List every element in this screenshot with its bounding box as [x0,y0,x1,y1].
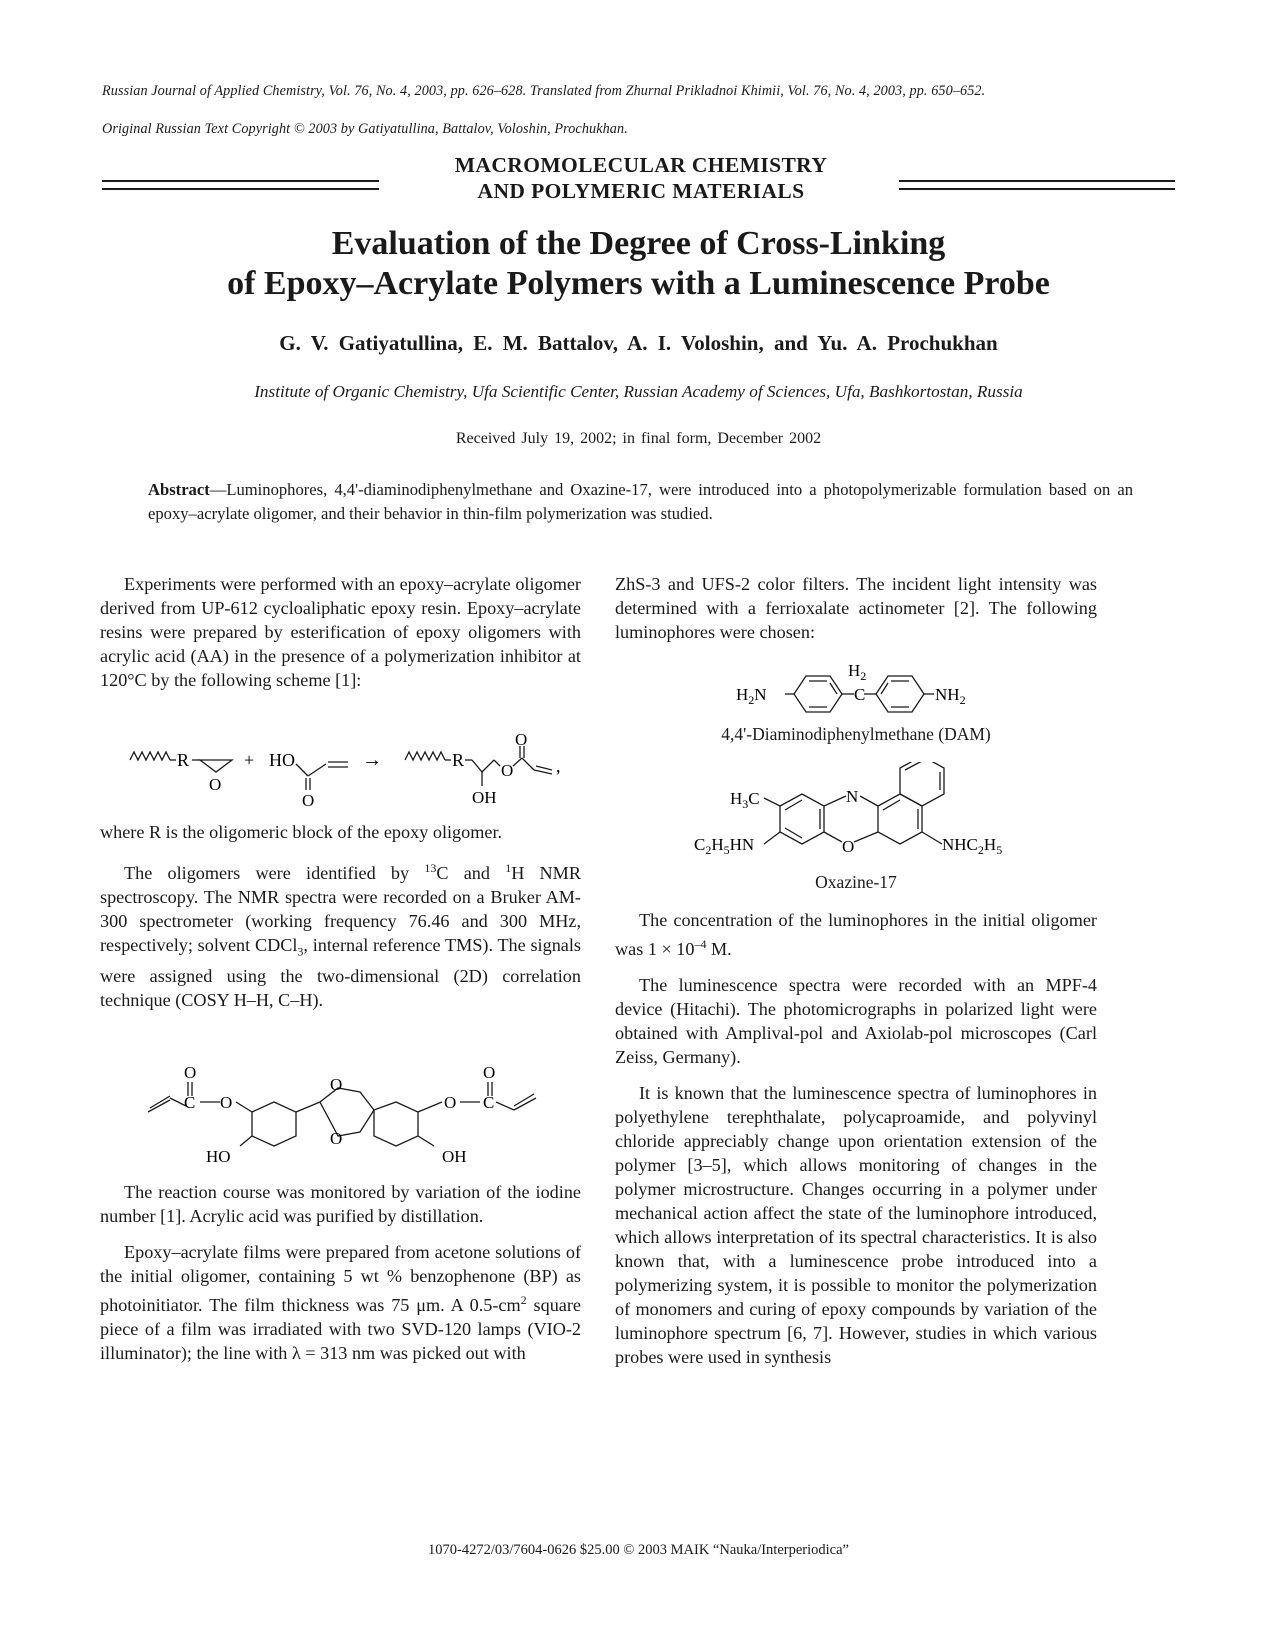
copyright-line: Original Russian Text Copyright © 2003 by Gatiyatullina, Battalov, Voloshin, Prochukhan. [102,121,628,137]
scheme-comma: , [556,756,561,776]
methylene-carbon: C [854,685,866,704]
article-title-line-1: Evaluation of the Degree of Cross-Linking [331,225,946,262]
r-group-left: R [177,750,190,770]
ring-oxygen-top: O [330,1075,343,1094]
acid-carbonyl-oxygen: O [302,791,315,808]
oxazine-caption: Oxazine-17 [815,872,897,892]
oligomer-structure [140,1058,560,1173]
dioxane-ring [320,1088,374,1136]
hydroxyl-right: OH [442,1147,467,1166]
ester-carbonyl-oxygen: O [515,730,528,749]
right-column-bottom [615,908,1097,1369]
ester-oxygen-left: O [220,1093,233,1112]
nmr-paragraph: The oligomers were identified by $^{13}$C and $^1$H NMR spectroscopy. The NMR spectra were recorded on a Bruker AM-300 spectrometer (working frequency 76.46 and 300 MHz, respectively; solvent CDCl$_3$, internal reference TMS). The signals were assigned using the two-dimensional (2D) correlation technique (COSY H–H, C–H). [100,861,581,1010]
ring-oxygen: O [842,837,855,856]
author-list: G. V. Gatiyatullina, E. M. Battalov, A. I. Voloshin, and Yu. A. Prochukhan [279,331,998,355]
cyclohexane-ring-right [374,1102,418,1146]
reaction-scheme [120,728,580,808]
acid-hydroxyl: HO [269,750,295,770]
ester-oxygen: O [501,761,514,780]
dam-caption: 4,4'-Diaminodiphenylmethane (DAM) [721,724,991,744]
journal-reference: Russian Journal of Applied Chemistry, Vol. 76, No. 4, 2003, pp. 626–628. Translated from Zhurnal Prikladnoi Khimii, Vol. 76, No. 4, 2003, pp. 650–652. [102,83,986,99]
abstract-text: —Luminophores, 4,4'-diaminodiphenylmethane and Oxazine-17, were introduced into a photopolymerizable formulation based on an epoxy–acrylate oligomer, and their behavior in thin-film polymerization was studied. [148,480,1133,523]
ring-oxygen-bottom: O [330,1129,343,1148]
ethylamino-left: $C_2H_5HN$ [694,835,755,857]
received-date: Received July 19, 2002; in final form, December 2002 [455,430,822,447]
carbon-right: C [483,1093,495,1112]
article-title-line-2: of Epoxy–Acrylate Polymers with a Luminescence Probe [227,265,1050,302]
film-paragraph: Epoxy–acrylate films were prepared from acetone solutions of the initial oligomer, containing 5 wt % benzophenone (BP) as photoinitiator. The film thickness was 75 μm. A $0.5-cm^2$ square piece of a film was irradiated with two SVD-120 lamps (VIO-2 illuminator); the line with λ = 313 nm was picked out with [100,1242,581,1364]
section-rule-left [102,180,379,190]
carbonyl-oxygen-right: O [483,1063,496,1082]
concentration-paragraph: The concentration of the luminophores in the initial oligomer was $1 \times 10^{-4}$ M. [615,910,1097,960]
wavy-chain-left [130,752,170,760]
wavy-chain-right [405,752,445,760]
left-column-bottom [100,1180,581,1365]
right-column-top [615,572,1097,644]
affiliation: Institute of Organic Chemistry, Ufa Scientific Center, Russian Academy of Sciences, Ufa, Bashkortostan, Russia [254,382,1023,401]
epoxide-oxygen: O [209,775,222,794]
product-hydroxyl: OH [472,788,497,807]
oxazine-ring-right [878,794,922,844]
section-title-line-1: MACROMOLECULAR CHEMISTRY [454,153,828,177]
page-footer: 1070-4272/03/7604-0626 $25.00 © 2003 MAIK “Nauka/Interperiodica” [428,1542,849,1558]
article-title [102,224,1175,304]
left-column-top [100,572,581,692]
ester-oxygen-right: O [444,1093,457,1112]
section-rule-right [899,180,1175,190]
oxazine-ring-left [780,794,824,844]
section-title [390,152,892,204]
carbonyl-oxygen-left: O [184,1063,197,1082]
left-column-middle [100,820,581,1012]
paragraph: The luminescence spectra were recorded with an MPF-4 device (Hitachi). The photomicrographs in polarized light were obtained with Amplival-pol and Axiolab-pol microscopes (Carl Zeiss, Germany). [615,975,1097,1068]
oxazine-structure [690,762,1030,872]
reaction-arrow: → [362,749,382,771]
carbon-left: C [184,1093,196,1112]
plus-sign: + [244,750,255,770]
dam-structure [730,662,990,722]
ethylamino-right: $NHC_2H_5$ [942,835,1003,857]
cyclohexane-ring-left [252,1102,296,1146]
amine-left: $H_2N$ [736,685,767,707]
section-heading [102,150,1175,208]
abstract-label: Abstract [148,480,210,499]
amine-right: $NH_2$ [935,685,966,707]
abstract [148,478,1133,526]
paragraph: It is known that the luminescence spectra of luminophores in polyethylene terephthalate, polycaproamide, and polyvinyl chloride appreciably change upon orientation extension of the polymer [3–5], which allows monitoring of changes in the polymer microstructure. Changes occurring in a polymer under mechanical action affect the state of the luminophore introduced, which allows interpretation of its spectral characteristics. It is also known that, with a luminescence probe introduced into a polymerizing system, it is possible to monitor the polymerization of monomers and curing of epoxy compounds by variation of the luminophore spectrum [6, 7]. However, studies in which various probes were used in synthesis [615,1083,1097,1368]
paragraph: ZhS-3 and UFS-2 color filters. The incident light intensity was determined with a ferrioxalate actinometer [2]. The following luminophores were chosen: [615,574,1097,642]
methyl-group: $H_3C$ [730,789,760,811]
methylene-hydrogens: $H_2$ [848,662,867,683]
paragraph: Experiments were performed with an epoxy–acrylate oligomer derived from UP-612 cycloaliphatic epoxy resin. Epoxy–acrylate resins were prepared by esterification of epoxy oligomers with acrylic acid (AA) in the presence of a polymerization inhibitor at 120°C by the following scheme [1]: [100,574,581,690]
r-group-right: R [452,750,465,770]
section-title-line-2: AND POLYMERIC MATERIALS [477,179,805,203]
hydroxyl-left: HO [206,1147,231,1166]
paragraph: where R is the oligomeric block of the epoxy oligomer. [100,822,503,842]
ring-nitrogen: N [846,787,859,806]
paragraph: The reaction course was monitored by variation of the iodine number [1]. Acrylic acid was purified by distillation. [100,1182,581,1226]
